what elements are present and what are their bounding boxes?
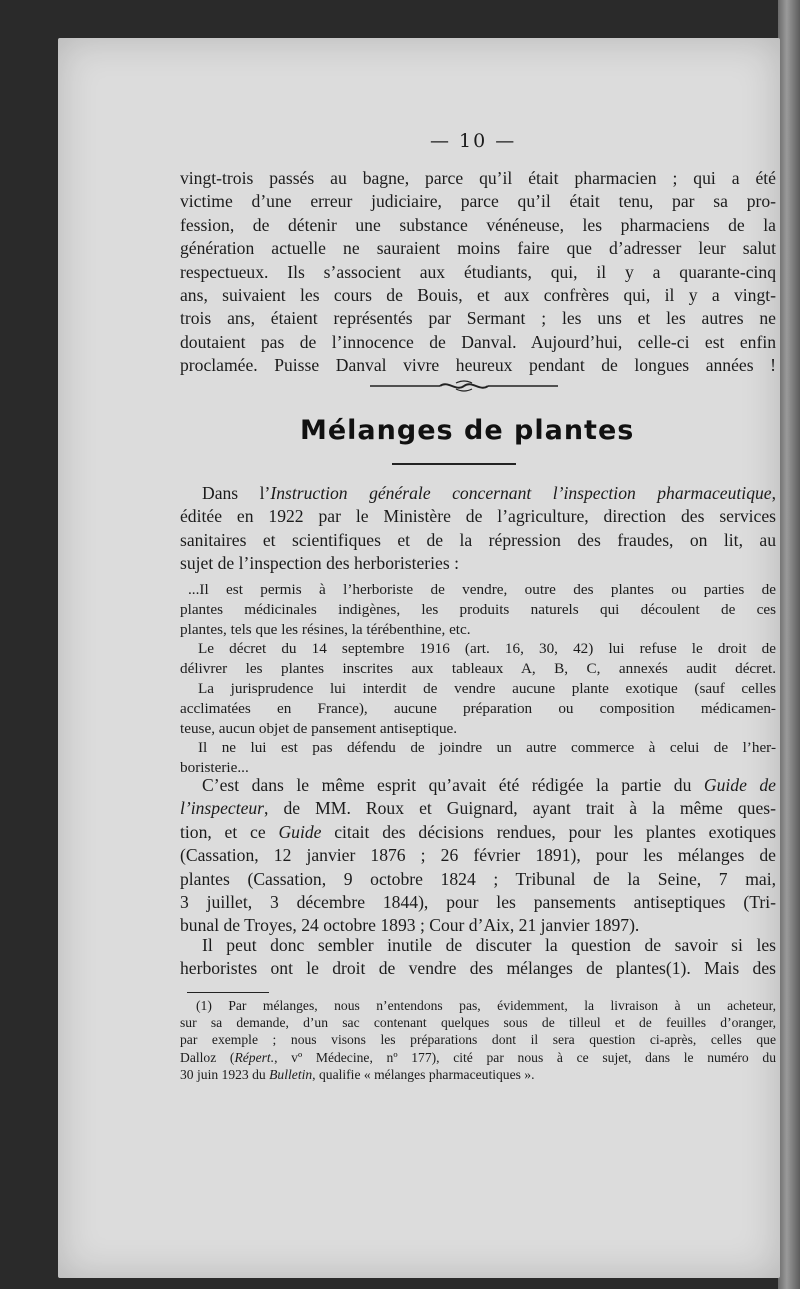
text-line: génération actuelle ne sauraient moins faire que d’adresser leur salut — [180, 238, 776, 259]
text-line: délivrer les plantes inscrites aux tableaux A, B, C, annexés audit décret. — [180, 660, 776, 678]
text-line: proclamée. Puisse Danval vivre heureux pendant de longues années ! — [180, 355, 776, 376]
text-line: Le décret du 14 septembre 1916 (art. 16, 30, 42) lui refuse le droit de — [198, 640, 776, 658]
intro-paragraph — [180, 167, 776, 378]
text-line: acclimatées en France), aucune préparation ou composition médicamen- — [180, 699, 776, 717]
footnote-line: Dalloz (Répert., vº Médecine, nº 177), cité par nous à ce sujet, dans le numéro du — [180, 1049, 777, 1065]
text-line: Il peut donc sembler inutile de discuter la question de savoir si les — [202, 935, 776, 955]
text-line: La jurisprudence lui interdit de vendre aucune plante exotique (sauf celles — [198, 679, 776, 697]
paragraph-question — [180, 934, 776, 981]
text-line: sujet de l’inspection des herboristeries : — [180, 553, 459, 574]
quoted-regulation — [180, 580, 776, 778]
text-line: ...Il est permis à l’herboriste de vendre, outre des plantes ou parties de — [188, 581, 776, 598]
text-line: sanitaires et scientifiques et de la répression des fraudes, on lit, au — [180, 529, 776, 550]
text-line: trois ans, étaient représentés par Sermant ; les uns et les autres ne — [180, 308, 776, 329]
footnote-separator — [187, 992, 269, 993]
section-title: Mélanges de plantes — [300, 415, 635, 446]
page-number: — 10 — — [430, 130, 517, 152]
text-line: herboristes ont le droit de vendre des mélanges de plantes(1). Mais des — [180, 958, 776, 979]
text-line: vingt-trois passés au bagne, parce qu’il était pharmacien ; qui a été — [180, 168, 776, 188]
text-line: tion, et ce Guide citait des décisions rendues, pour les plantes exotiques — [180, 821, 777, 842]
text-line: plantes médicinales indigènes, les produits naturels qui découlent de ces — [180, 600, 776, 618]
title-underline — [392, 463, 516, 465]
text-line: teuse, aucun objet de pansement antiseptique. — [180, 719, 458, 737]
text-line: C’est dans le même esprit qu’avait été rédigée la partie du Guide de — [202, 775, 776, 795]
text-line: fession, de détenir une substance vénéneuse, les pharmaciens de la — [180, 214, 776, 235]
ornament-divider — [370, 380, 558, 392]
text-line: plantes (Cassation, 9 octobre 1824 ; Tribunal de la Seine, 7 mai, — [180, 868, 776, 889]
text-line: respectueux. Ils s’associent aux étudiants, qui, il y a quarante-cinq — [180, 261, 776, 282]
text-line: ans, suivaient les cours de Bouis, et aux confrères qui, il y a vingt- — [180, 285, 776, 306]
text-line: Dans l’Instruction générale concernant l’inspection pharmaceutique, — [202, 483, 776, 503]
scan-edge — [778, 0, 800, 1289]
footnote-line: 30 juin 1923 du Bulletin, qualifie « mélanges pharmaceutiques ». — [180, 1066, 535, 1082]
text-line: bunal de Troyes, 24 octobre 1893 ; Cour d’Aix, 21 janvier 1897). — [180, 915, 640, 936]
text-line: l’inspecteur, de MM. Roux et Guignard, ayant trait à la même ques- — [180, 798, 776, 819]
paragraph-instruction — [180, 482, 776, 576]
footnote-line: sur sa demande, d’un sac contenant quelques sous de tilleul et de feuilles d’oranger, — [180, 1015, 776, 1031]
footnote-line: (1) Par mélanges, nous n’entendons pas, évidemment, la livraison à un acheteur, — [196, 998, 776, 1013]
text-line: (Cassation, 12 janvier 1876 ; 26 février 1891), pour les mélanges de — [180, 845, 776, 866]
text-line: boristerie... — [180, 759, 249, 777]
footnote-line: par exemple ; nous visons les préparations dont il sera question ci-après, celles que — [180, 1032, 776, 1048]
text-line: plantes, tels que les résines, la térébenthine, etc. — [180, 620, 471, 638]
footnote — [180, 997, 776, 1083]
text-line: doutaient pas de l’innocence de Danval. Aujourd’hui, celle-ci est enfin — [180, 331, 776, 352]
text-line: Il ne lui est pas défendu de joindre un autre commerce à celui de l’her- — [198, 739, 776, 757]
text-line: éditée en 1922 par le Ministère de l’agriculture, direction des services — [180, 506, 776, 527]
italic-title: Instruction générale concernant l’inspection pharmaceutique — [270, 483, 772, 503]
paragraph-guide — [180, 774, 776, 938]
text-line: victime d’une erreur judiciaire, parce qu’il était tenu, par sa pro- — [180, 191, 776, 212]
text-line: 3 juillet, 3 décembre 1844), pour les pansements antiseptiques (Tri- — [180, 892, 776, 913]
